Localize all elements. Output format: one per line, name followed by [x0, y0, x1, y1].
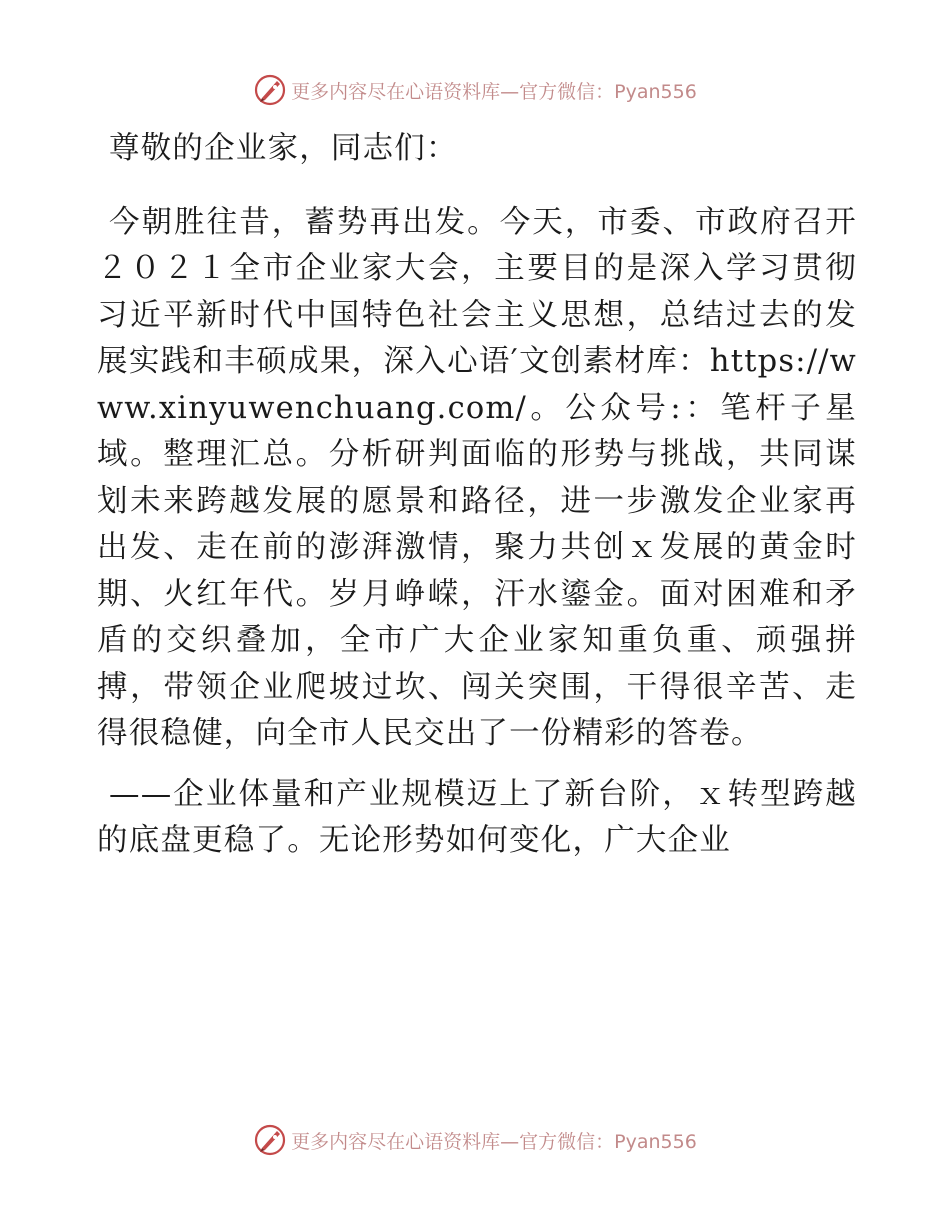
watermark-text: 更多内容尽在心语资料库—官方微信：Pyan556: [291, 1130, 697, 1153]
greeting: 尊敬的企业家，同志们：: [109, 131, 458, 166]
document-body: [97, 126, 857, 865]
watermark-text: 更多内容尽在心语资料库—官方微信：Pyan556: [291, 80, 697, 103]
quill-logo-icon: [253, 73, 287, 107]
header-watermark-banner: [0, 70, 950, 110]
footer-watermark-banner: [0, 1120, 950, 1160]
paragraph: 今朝胜往昔，蓄势再出发。今天，市委、市政府召开２０２１全市企业家大会，主要目的是深入学习贯彻习近平新时代中国特色社会主义思想，总结过去的发展实践和丰硕成果，深入心语′文创素材库：https://www.xinyuwenchuang.com/。公众号:：笔杆子星域。整理汇总。分析研判面临的形势与挑战，共同谋划未来跨越发展的愿景和路径，进一步激发企业家再出发、走在前的澎湃激情，聚力共创ｘ发展的黄金时期、火红年代。岁月峥嵘，汗水鎏金。面对困难和矛盾的交织叠加，全市广大企业家知重负重、顽强拼搏，带领企业爬坡过坎、闯关突围，干得很辛苦、走得很稳健，向全市人民交出了一份精彩的答卷。: [97, 204, 857, 751]
quill-logo-icon: [253, 1123, 287, 1157]
paragraph: ——企业体量和产业规模迈上了新台阶，ｘ转型跨越的底盘更稳了。无论形势如何变化，广大企业: [97, 776, 857, 858]
